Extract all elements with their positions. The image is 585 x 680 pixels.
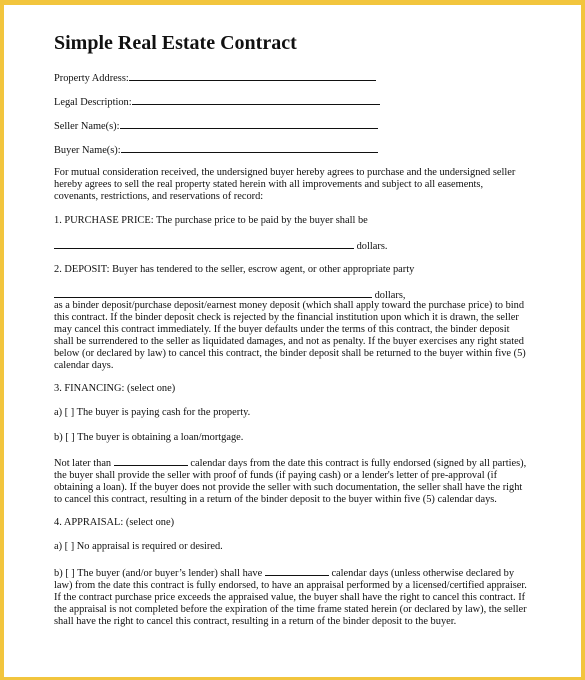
intro-line: For mutual consideration received, the undersigned buyer hereby agrees to purchase and the undersigned seller [54,167,516,178]
purchase-price-heading: 1. PURCHASE PRICE: The purchase price to be paid by the buyer shall be [54,215,368,226]
property-address-label: Property Address: [54,73,129,84]
deposit-heading: 2. DEPOSIT: Buyer has tendered to the seller, escrow agent, or other appropriate party [54,264,415,275]
intro-line: covenants, restrictions, and reservations of record: [54,191,264,202]
appraisal-line: If the contract purchase price exceeds the appraised value, the buyer shall have the right to cancel this contract. If [54,592,526,603]
purchase-price-row [54,239,388,253]
financing-line: the buyer shall provide the seller with proof of funds (if paying cash) or a lender's letter of pre-approval (if [54,470,498,481]
appraisal-option-b-start: b) [ ] The buyer (and/or buyer’s lender) shall have [54,568,263,579]
seller-names-field [54,119,378,133]
deposit-line: may cancel this contract immediately. If the buyer defaults under the terms of this contract, the binder deposit [54,324,510,335]
buyer-names-blank[interactable] [121,143,378,153]
legal-description-field [54,95,380,109]
purchase-price-blank[interactable] [54,239,354,249]
document-page [4,5,581,677]
purchase-price-dollars: dollars. [356,241,388,252]
not-later-than-label: Not later than [54,458,112,469]
financing-option-a[interactable]: a) [ ] The buyer is paying cash for the property. [54,407,251,418]
appraisal-paragraph [54,566,546,628]
deposit-line: below (or declared by law) to cancel this contract, the binder deposit shall be returned to the buyer within five (5) [54,348,526,359]
financing-paragraph [54,456,546,506]
appraisal-line: law) from the date this contract is fully endorsed, to have an appraisal performed by a licensed/certified appraiser. [54,580,527,591]
deposit-line: calendar days. [54,360,114,371]
buyer-names-label: Buyer Name(s): [54,145,121,156]
deposit-line: as a binder deposit/purchase deposit/earnest money deposit (which shall apply toward the purchase price) to bind [54,300,525,311]
appraisal-days-blank[interactable] [265,566,329,576]
appraisal-option-b-rest: calendar days (unless otherwise declared by [331,568,515,579]
appraisal-heading: 4. APPRAISAL: (select one) [54,517,175,528]
financing-line-rest: calendar days from the date this contract is fully endorsed (signed by all parties), [190,458,527,469]
financing-days-blank[interactable] [114,456,188,466]
property-address-field [54,71,376,85]
deposit-line: shall be surrendered to the seller as liquidated damages, and not as penalty. If the buyer exercises any right stated [54,336,524,347]
intro-paragraph [54,167,546,203]
deposit-line: this contract. If the binder deposit check is rejected by the financial institution upon which it is drawn, the seller [54,312,519,323]
financing-option-b[interactable]: b) [ ] The buyer is obtaining a loan/mortgage. [54,432,244,443]
buyer-names-field [54,143,378,157]
appraisal-line: the appraisal is not completed before the expiration of the time frame stated herein (or declared by law), the seller [54,604,527,615]
seller-names-blank[interactable] [120,119,378,129]
intro-line: hereby agrees to sell the real property stated herein with all improvements and subject to all easements, [54,179,484,190]
financing-line: obtaining a loan). If the buyer does not provide the seller with such documentation, the seller shall have the right [54,482,523,493]
appraisal-option-b[interactable] [54,566,546,580]
financing-line: to cancel this contract, resulting in a return of the binder deposit to the buyer within five (5) calendar days. [54,494,497,505]
deposit-dollars: dollars, [374,290,406,301]
property-address-blank[interactable] [129,71,376,81]
financing-line-first [54,456,546,470]
appraisal-option-a[interactable]: a) [ ] No appraisal is required or desired. [54,541,223,552]
financing-heading: 3. FINANCING: (select one) [54,383,176,394]
deposit-amount-blank[interactable] [54,288,372,298]
deposit-paragraph [54,300,546,372]
appraisal-line: shall have the right to cancel this contract, resulting in a return of the binder deposit to the buyer. [54,616,457,627]
legal-description-label: Legal Description: [54,97,132,108]
seller-names-label: Seller Name(s): [54,121,120,132]
legal-description-blank[interactable] [132,95,380,105]
page-title: Simple Real Estate Contract [54,32,297,54]
